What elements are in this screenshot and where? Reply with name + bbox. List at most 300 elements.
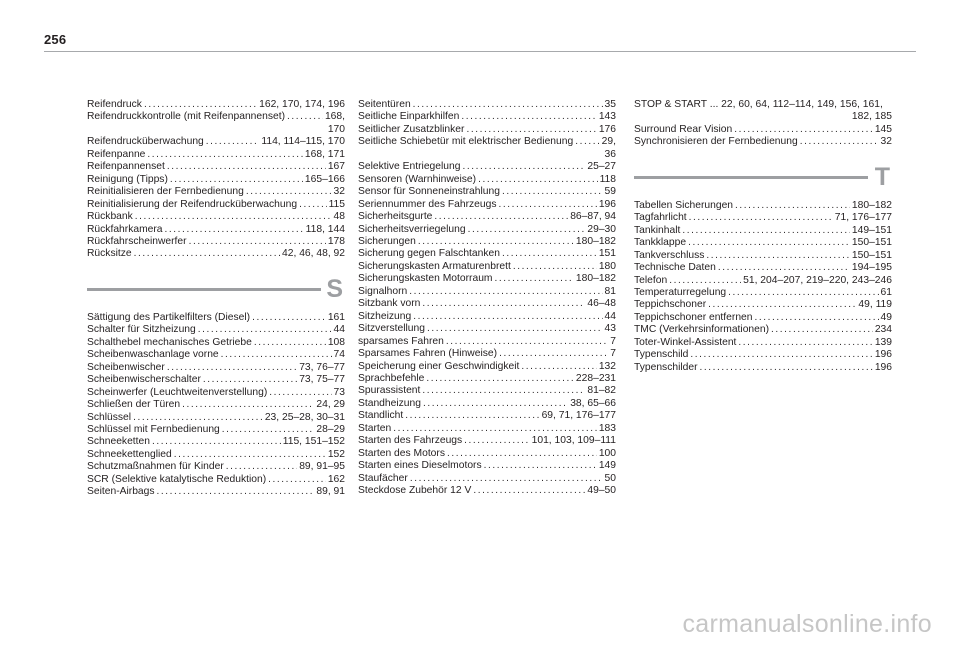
- index-pages: 180: [598, 260, 616, 272]
- index-pages: 139: [874, 336, 892, 348]
- dot-leader: [464, 435, 529, 447]
- dot-leader: [206, 136, 260, 148]
- index-term: Staufächer: [358, 472, 408, 484]
- index-pages: 167: [327, 161, 345, 173]
- index-term: Sättigung des Partikelfilters (Diesel): [87, 311, 251, 323]
- index-pages: 114, 114–115, 170: [261, 136, 345, 148]
- dot-leader: [738, 337, 872, 349]
- index-pages: 69, 71, 176–177: [541, 410, 616, 422]
- dot-leader: [152, 436, 281, 448]
- index-entry: [358, 111, 616, 123]
- index-entry: [634, 136, 892, 148]
- index-entry: [634, 262, 892, 274]
- index-pages: 74: [333, 349, 345, 361]
- index-pages: 49: [880, 311, 892, 323]
- index-pages: 32: [333, 186, 345, 198]
- index-entry: [87, 362, 345, 374]
- dot-leader: [393, 423, 597, 435]
- index-entry: [358, 410, 616, 422]
- index-term: Sicherungskasten Motorraum: [358, 273, 493, 285]
- dot-leader: [418, 236, 574, 248]
- index-entry: [358, 385, 616, 397]
- index-term: Reinigung (Tipps): [87, 173, 168, 185]
- index-entry: [634, 362, 892, 374]
- index-term: Sparsames Fahren (Hinweise): [358, 348, 498, 360]
- top-rule: [44, 51, 916, 52]
- index-pages: 44: [604, 310, 616, 322]
- dot-leader: [189, 236, 326, 248]
- index-term: Selektive Entriegelung: [358, 161, 461, 173]
- index-term: Technische Daten: [634, 262, 716, 274]
- index-pages: 118, 144: [305, 223, 345, 235]
- index-term: Schalter für Sitzheizung: [87, 324, 196, 336]
- dot-leader: [226, 461, 297, 473]
- index-term: Reifenpannenset: [87, 161, 165, 173]
- index-entry: [87, 474, 345, 486]
- index-entry: [87, 486, 345, 498]
- index-entry: [358, 199, 616, 211]
- index-term: Synchronisieren der Fernbedienung: [634, 136, 798, 148]
- index-entry: [87, 312, 345, 324]
- index-entry: [87, 224, 345, 236]
- dot-leader: [170, 174, 303, 186]
- index-entry: [87, 136, 345, 148]
- index-pages: 176: [598, 123, 616, 135]
- index-pages: 162: [327, 473, 345, 485]
- index-term: Scheibenwischerschalter: [87, 374, 201, 386]
- index-entry: [358, 323, 616, 335]
- index-pages: 7: [610, 348, 616, 360]
- index-term: Teppichschoner: [634, 299, 707, 311]
- index-term: Tankverschluss: [634, 249, 705, 261]
- dot-leader: [299, 199, 327, 211]
- dot-leader: [575, 136, 599, 148]
- index-pages: 101, 103, 109–111: [531, 435, 616, 447]
- index-term: Reifendruckkontrolle (mit Reifenpannenset): [87, 111, 286, 123]
- dot-leader: [689, 212, 833, 224]
- index-term: Reinitialisieren der Fernbedienung: [87, 186, 244, 198]
- dot-leader: [252, 312, 326, 324]
- index-pages: 161: [327, 311, 345, 323]
- index-pages: 194–195: [851, 262, 892, 274]
- index-entry: [87, 349, 345, 361]
- index-entry: [634, 287, 892, 299]
- index-pages: 145: [874, 123, 892, 135]
- index-term: Typenschilder: [634, 361, 698, 373]
- dot-leader: [157, 486, 315, 498]
- index-pages: 228–231: [575, 372, 616, 384]
- index-term: Sicherungskasten Armaturenbrett: [358, 260, 511, 272]
- index-pages: 115, 151–152: [282, 436, 345, 448]
- index-entry: [358, 236, 616, 248]
- index-pages: 29,: [601, 136, 616, 148]
- index-pages: 234: [874, 324, 892, 336]
- index-pages: 49–50: [587, 485, 616, 497]
- index-entry: [634, 250, 892, 262]
- index-term: Standheizung: [358, 397, 421, 409]
- index-pages: 89, 91: [316, 486, 345, 498]
- index-pages: 100: [598, 447, 616, 459]
- index-term: Scheinwerfer (Leuchtweitenverstellung): [87, 386, 268, 398]
- dot-leader: [413, 311, 602, 323]
- index-pages: 49, 119: [858, 299, 892, 311]
- index-term: Sensoren (Warnhinweise): [358, 173, 477, 185]
- index-pages: 42, 46, 48, 92: [282, 248, 345, 260]
- index-pages-continued: 170: [327, 123, 345, 135]
- index-term: Schlüssel mit Fernbedienung: [87, 423, 220, 435]
- index-entry: [358, 161, 616, 173]
- dot-leader: [734, 124, 873, 136]
- dot-leader: [688, 237, 850, 249]
- dot-leader: [423, 398, 568, 410]
- page-number: 256: [44, 32, 67, 47]
- section-divider: [87, 288, 321, 291]
- index-pages: 180–182: [851, 199, 892, 211]
- index-pages: 59: [604, 186, 616, 198]
- index-pages: 32: [880, 136, 892, 148]
- index-pages: 178: [327, 235, 345, 247]
- index-pages: 165–166: [304, 173, 345, 185]
- index-pages: 61: [880, 286, 892, 298]
- index-entry: [87, 211, 345, 223]
- index-term: Sprachbefehle: [358, 372, 425, 384]
- index-entry: [634, 349, 892, 361]
- dot-leader: [413, 99, 603, 111]
- dot-leader: [461, 111, 597, 123]
- index-term: Rücksitze: [87, 248, 132, 260]
- index-pages: 149–151: [851, 224, 892, 236]
- index-pages: 152: [327, 448, 345, 460]
- index-entry: [358, 448, 616, 460]
- index-pages-continued: 182, 185: [851, 111, 892, 123]
- index-term: Sicherheitsgurte: [358, 211, 433, 223]
- index-term: Schlüssel: [87, 411, 132, 423]
- index-entry: [358, 298, 616, 310]
- index-entry: [87, 412, 345, 424]
- dot-leader: [718, 262, 850, 274]
- dot-leader: [690, 349, 872, 361]
- dot-leader: [513, 261, 597, 273]
- index-entry: [358, 435, 616, 447]
- index-pages: 73: [333, 386, 345, 398]
- dot-leader: [254, 337, 326, 349]
- index-term: Reifendrucküberwachung: [87, 136, 204, 148]
- index-pages: 46–48: [587, 298, 616, 310]
- index-entry: [358, 336, 616, 348]
- index-pages: 168, 171: [304, 148, 345, 160]
- index-entry: [87, 461, 345, 473]
- index-entry: [358, 124, 616, 136]
- index-entry: [358, 186, 616, 198]
- dot-leader: [466, 124, 596, 136]
- index-term: Scheibenwaschanlage vorne: [87, 349, 219, 361]
- index-entry: [87, 99, 345, 111]
- index-term: Tankklappe: [634, 237, 687, 249]
- index-term: Rückfahrscheinwerfer: [87, 235, 187, 247]
- index-term: Toter-Winkel-Assistent: [634, 336, 737, 348]
- dot-leader: [426, 373, 573, 385]
- index-entry: [87, 248, 345, 260]
- dot-leader: [410, 473, 603, 485]
- dot-leader: [268, 474, 326, 486]
- index-entry: [634, 99, 892, 111]
- index-term: Schalthebel mechanisches Getriebe: [87, 336, 252, 348]
- index-term: Schneeketten: [87, 436, 150, 448]
- dot-leader: [287, 111, 323, 123]
- index-entry: [634, 312, 892, 324]
- dot-leader: [269, 387, 331, 399]
- index-pages: 132: [598, 360, 616, 372]
- index-entry: [358, 348, 616, 360]
- dot-leader: [167, 161, 326, 173]
- index-entry: [87, 186, 345, 198]
- dot-leader: [495, 273, 574, 285]
- index-term: Steckdose Zubehör 12 V: [358, 485, 472, 497]
- index-pages: 24, 29: [316, 399, 345, 411]
- index-pages: 48: [333, 211, 345, 223]
- index-entry: [358, 273, 616, 285]
- index-term: Sicherung gegen Falschtanken: [358, 248, 500, 260]
- index-entry: [634, 200, 892, 212]
- index-pages: 150–151: [851, 249, 892, 261]
- index-entry: [358, 311, 616, 323]
- index-term: Seitliche Schiebetür mit elektrischer Bedienung: [358, 136, 574, 148]
- index-pages: 71, 176–177: [834, 212, 892, 224]
- index-pages: 196: [598, 198, 616, 210]
- index-entry: [358, 211, 616, 223]
- index-pages: 151: [598, 248, 616, 260]
- index-term: TMC (Verkehrsinformationen): [634, 324, 770, 336]
- watermark: carmanualsonline.info: [682, 610, 932, 638]
- index-entry: [634, 337, 892, 349]
- index-entry: [87, 374, 345, 386]
- index-entry: [87, 111, 345, 123]
- index-term: Tabellen Sicherungen: [634, 199, 734, 211]
- index-term: Reifendruck: [87, 99, 142, 110]
- index-term: Rückbank: [87, 211, 133, 223]
- index-entry: [87, 149, 345, 161]
- dot-leader: [246, 186, 332, 198]
- index-column-2: [358, 99, 616, 498]
- index-entry: [634, 124, 892, 136]
- index-pages: 38, 65–66: [570, 397, 616, 409]
- index-term: Schutzmaßnahmen für Kinder: [87, 461, 224, 473]
- index-term: Seriennummer des Fahrzeugs: [358, 198, 497, 210]
- index-term: Seitliche Einparkhilfen: [358, 111, 460, 123]
- index-entry: [358, 423, 616, 435]
- index-term: STOP & START ... 22, 60, 64, 112–114, 149, 156, 161,: [634, 99, 883, 110]
- index-pages: 73, 76–77: [299, 361, 345, 373]
- index-term: Schließen der Türen: [87, 399, 181, 411]
- index-entry: [634, 324, 892, 336]
- index-pages: 25–27: [587, 161, 616, 173]
- index-term: Starten eines Dieselmotors: [358, 460, 482, 472]
- dot-leader: [462, 161, 585, 173]
- index-entry: [358, 286, 616, 298]
- dot-leader: [700, 362, 873, 374]
- dot-leader: [422, 385, 585, 397]
- dot-leader: [203, 374, 297, 386]
- index-term: Tagfahrlicht: [634, 212, 687, 224]
- dot-leader: [502, 186, 603, 198]
- index-term: sparsames Fahren: [358, 335, 444, 347]
- index-term: Schneekettenglied: [87, 448, 172, 460]
- dot-leader: [405, 410, 539, 422]
- index-entry: [358, 224, 616, 236]
- index-entry: [87, 161, 345, 173]
- index-pages: 50: [604, 472, 616, 484]
- index-entry: [358, 398, 616, 410]
- dot-leader: [134, 248, 280, 260]
- section-letter: T: [874, 162, 890, 191]
- section-header: [634, 162, 892, 192]
- index-term: Standlicht: [358, 410, 404, 422]
- index-entry: [87, 399, 345, 411]
- index-term: Typenschild: [634, 349, 689, 361]
- index-entry: [634, 212, 892, 224]
- dot-leader: [708, 299, 856, 311]
- dot-leader: [144, 99, 257, 111]
- index-term: Seitlicher Zusatzblinker: [358, 123, 465, 135]
- index-entry: [358, 361, 616, 373]
- index-entry: [87, 436, 345, 448]
- index-term: Sitzheizung: [358, 310, 412, 322]
- index-entry: [87, 337, 345, 349]
- index-entry: [87, 387, 345, 399]
- dot-leader: [502, 248, 597, 260]
- dot-leader: [735, 200, 850, 212]
- index-term: Seiten-Airbags: [87, 486, 155, 498]
- index-pages: 150–151: [851, 237, 892, 249]
- dot-leader: [521, 361, 596, 373]
- dot-leader: [473, 485, 585, 497]
- index-term: Signalhorn: [358, 285, 408, 297]
- index-entry: [358, 136, 616, 148]
- index-entry: [87, 324, 345, 336]
- index-term: Reifenpanne: [87, 148, 146, 160]
- index-pages: 180–182: [575, 235, 616, 247]
- dot-leader: [147, 149, 303, 161]
- dot-leader: [447, 448, 597, 460]
- dot-leader: [484, 460, 597, 472]
- index-entry: [358, 473, 616, 485]
- dot-leader: [133, 412, 263, 424]
- dot-leader: [478, 174, 597, 186]
- index-pages: 196: [874, 349, 892, 361]
- index-entry: [358, 460, 616, 472]
- dot-leader: [499, 348, 608, 360]
- index-pages: 89, 91–95: [299, 461, 345, 473]
- index-entry: [634, 299, 892, 311]
- index-pages: 73, 75–77: [299, 374, 345, 386]
- dot-leader: [669, 275, 741, 287]
- index-term: Sicherheitsverriegelung: [358, 223, 466, 235]
- section-divider: [634, 176, 868, 179]
- index-pages: 168,: [324, 111, 345, 123]
- index-term: Tankinhalt: [634, 224, 681, 236]
- dot-leader: [755, 312, 879, 324]
- index-pages: 51, 204–207, 219–220, 243–246: [743, 274, 892, 286]
- index-entry: [634, 275, 892, 287]
- index-term: Surround Rear Vision: [634, 123, 733, 135]
- index-pages: 29–30: [587, 223, 616, 235]
- index-pages: 23, 25–28, 30–31: [264, 411, 345, 423]
- index-pages: 44: [333, 324, 345, 336]
- index-entry: [358, 373, 616, 385]
- index-column-3: [634, 99, 892, 374]
- index-term: Sicherungen: [358, 235, 416, 247]
- index-pages: 81: [604, 285, 616, 297]
- index-entry: [87, 449, 345, 461]
- index-entry: [358, 261, 616, 273]
- dot-leader: [771, 324, 873, 336]
- dot-leader: [174, 449, 326, 461]
- index-pages: 183: [598, 422, 616, 434]
- index-term: Starten: [358, 422, 392, 434]
- index-pages: 162, 170, 174, 196: [259, 99, 345, 110]
- index-pages: 43: [604, 323, 616, 335]
- index-entry: [358, 248, 616, 260]
- index-term: Sitzverstellung: [358, 323, 425, 335]
- dot-leader: [468, 224, 586, 236]
- index-pages: 28–29: [316, 423, 345, 435]
- index-term: Scheibenwischer: [87, 361, 165, 373]
- index-pages-continued: 36: [604, 148, 616, 160]
- index-term: Temperaturregelung: [634, 286, 727, 298]
- dot-leader: [422, 298, 585, 310]
- index-term: Starten des Motors: [358, 447, 445, 459]
- index-entry: [634, 237, 892, 249]
- dot-leader: [167, 362, 297, 374]
- index-pages: 7: [610, 335, 616, 347]
- index-entry: [358, 174, 616, 186]
- index-pages: 108: [327, 336, 345, 348]
- section-header: [87, 274, 345, 304]
- index-entry: [634, 225, 892, 237]
- index-pages: 115: [328, 198, 345, 210]
- index-term: Speicherung einer Geschwindigkeit: [358, 360, 520, 372]
- section-letter: S: [326, 274, 343, 303]
- index-entry: [358, 485, 616, 497]
- dot-leader: [165, 224, 304, 236]
- dot-leader: [728, 287, 878, 299]
- index-term: Teppichschoner entfernen: [634, 311, 753, 323]
- index-column-1: [87, 99, 345, 499]
- index-term: Telefon: [634, 274, 668, 286]
- index-pages: 81–82: [587, 385, 616, 397]
- index-term: Spurassistent: [358, 385, 421, 397]
- index-term: Rückfahrkamera: [87, 223, 163, 235]
- dot-leader: [409, 286, 602, 298]
- dot-leader: [198, 324, 332, 336]
- dot-leader: [499, 199, 597, 211]
- index-term: Starten des Fahrzeugs: [358, 435, 463, 447]
- dot-leader: [706, 250, 850, 262]
- dot-leader: [682, 225, 850, 237]
- dot-leader: [446, 336, 608, 348]
- index-entry: [87, 236, 345, 248]
- index-pages: 180–182: [575, 273, 616, 285]
- index-pages: 149: [598, 460, 616, 472]
- index-term: SCR (Selektive katalytische Reduktion): [87, 473, 267, 485]
- index-pages: 118: [599, 173, 616, 185]
- dot-leader: [800, 136, 879, 148]
- dot-leader: [182, 399, 314, 411]
- index-pages: 35: [604, 99, 616, 110]
- dot-leader: [434, 211, 568, 223]
- index-pages: 196: [874, 361, 892, 373]
- index-entry: [87, 424, 345, 436]
